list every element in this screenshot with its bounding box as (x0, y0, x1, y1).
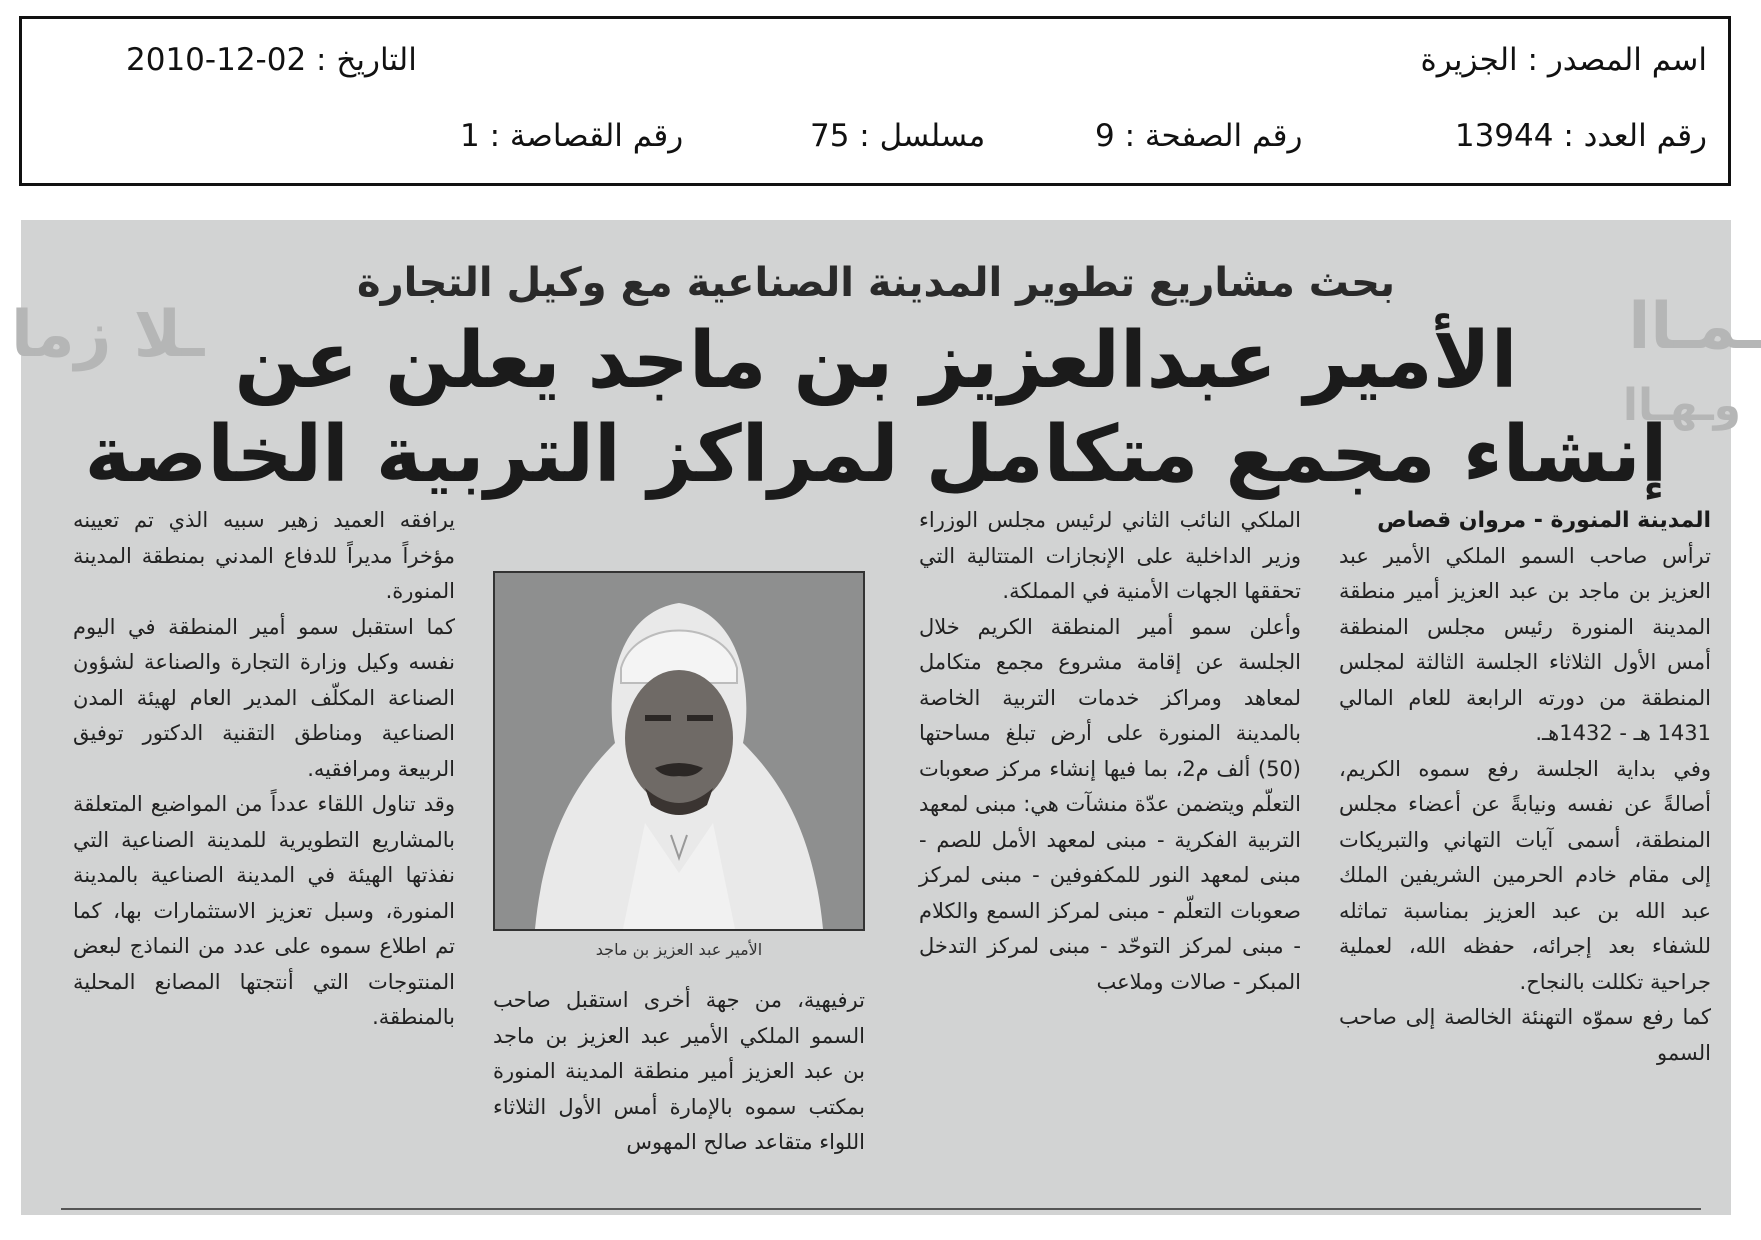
publication-date: التاريخ : 02-12-2010 (126, 42, 417, 78)
article-headline-line-2: إنشاء مجمع متكامل لمراكز التربية الخاصة (84, 410, 1668, 500)
bleed-through-text: ـلا زما (11, 298, 205, 372)
byline: المدينة المنورة - مروان قصاص (1377, 508, 1711, 533)
paragraph: كما رفع سموّه التهنئة الخالصة إلى صاحب السمو (1339, 1005, 1711, 1065)
article-column-3 (493, 983, 865, 1208)
page-number: رقم الصفحة : 9 (1095, 118, 1303, 154)
article-column-1 (1339, 503, 1711, 1208)
paragraph: وقد تناول اللقاء عدداً من المواضيع المتعلقة بالمشاريع التطويرية للمدينة الصناعية التي نفذتها الهيئة في المدينة الصناعية بالمدينة المنورة، وسبل تعزيز الاستثمارات بها، كما تم اطلاع سموه على عدد من النماذج لبعض المنتوجات التي أنتجتها المصانع المحلية بالمنطقة. (73, 792, 455, 1029)
photo-caption: الأمير عبد العزيز بن ماجد (595, 940, 763, 959)
article-column-4 (73, 503, 455, 1208)
article-subheadline: بحث مشاريع تطوير المدينة الصناعية مع وكيل التجارة (357, 260, 1395, 306)
paragraph: ترأس صاحب السمو الملكي الأمير عبد العزيز بن ماجد بن عبد العزيز أمير منطقة المدينة المنورة رئيس مجلس المنطقة أمس الأول الثلاثاء الجلسة الثالثة لمجلس المنطقة من دورته الرابعة للعام المالي 1431 هـ - 1432هـ. (1339, 543, 1711, 745)
serial-number: مسلسل : 75 (810, 118, 986, 154)
bleed-through-text: ـمـاا (1628, 290, 1761, 364)
paragraph: وفي بداية الجلسة رفع سموه الكريم، أصالةً عن نفسه ونيابةً عن أعضاء مجلس المنطقة، أسمى آيات التهاني والتبريكات إلى مقام خادم الحرمين الشريفين الملك عبد الله بن عبد العزيز بمناسبة تماثله للشفاء بعد إجرائه، حفظه الله، لعملية جراحية تكللت بالنجاح. (1339, 756, 1711, 994)
paragraph: يرافقه العميد زهير سبيه الذي تم تعيينه مؤخراً مديراً للدفاع المدني بمنطقة المدينة المنورة. (73, 508, 455, 603)
portrait-image (495, 573, 863, 929)
clip-number: رقم القصاصة : 1 (460, 118, 684, 154)
newspaper-clipping (11, 220, 1761, 1215)
bottom-rule (61, 1208, 1701, 1210)
issue-number: رقم العدد : 13944 (1454, 118, 1707, 154)
paragraph: وأعلن سمو أمير المنطقة الكريم خلال الجلسة عن إقامة مشروع مجمع متكامل لمعاهد ومراكز خدمات التربية الخاصة بالمدينة المنورة على أرض تبلغ مساحتها (50) ألف م2، بما فيها إنشاء مركز صعوبات التعلّم ويتضمن عدّة منشآت هي: مبنى لمعهد التربية الفكرية - مبنى لمعهد الأمل للصم - مبنى لمعهد النور للمكفوفين - مبنى لمركز صعوبات التعلّم - مبنى لمركز السمع والكلام - مبنى لمركز التوحّد - مبنى لمركز التدخل المبكر - صالات وملاعب (919, 614, 1301, 994)
article-column-2 (919, 503, 1301, 1208)
portrait-photo (493, 571, 865, 931)
article-headline-line-1: الأمير عبدالعزيز بن ماجد يعلن عن (234, 316, 1518, 406)
paragraph: الملكي النائب الثاني لرئيس مجلس الوزراء وزير الداخلية على الإنجازات المتتالية التي تحققها الجهات الأمنية في المملكة. (919, 508, 1301, 603)
bleed-through-text: وـهـاا (1622, 380, 1741, 431)
paragraph: كما استقبل سمو أمير المنطقة في اليوم نفسه وكيل وزارة التجارة والصناعة لشؤون الصناعة المكلّف المدير العام لهيئة المدن الصناعية ومناطق التقنية الدكتور توفيق الربيعة ومرافقيه. (73, 614, 455, 781)
paragraph: ترفيهية، من جهة أخرى استقبل صاحب السمو الملكي الأمير عبد العزيز بن ماجد بن عبد العزيز أمير منطقة المدينة المنورة بمكتب سموه بالإمارة أمس الأول الثلاثاء اللواء متقاعد صالح المهوس (493, 988, 865, 1154)
source-name: اسم المصدر : الجزيرة (1420, 42, 1707, 78)
